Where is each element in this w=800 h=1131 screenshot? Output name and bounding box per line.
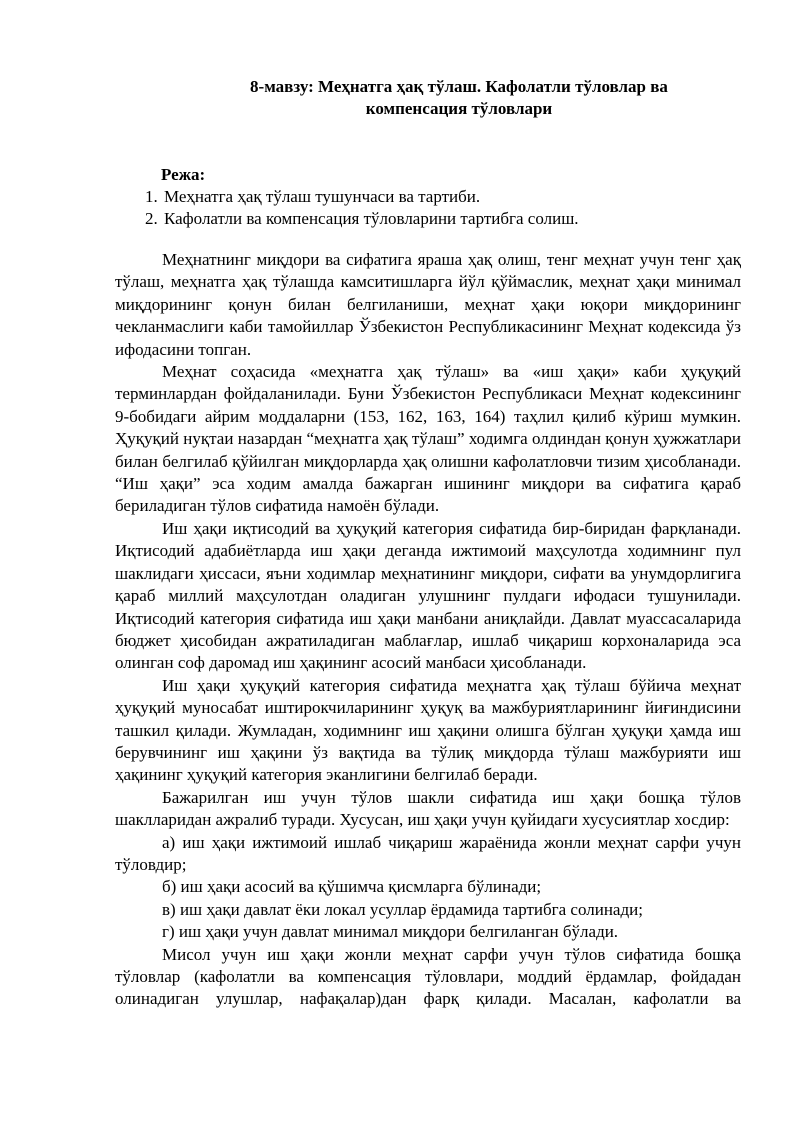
list-item-a: а) иш ҳақи ижтимоий ишлаб чиқариш жараёнида жонли меҳнат сарфи учун тўловдир;: [115, 832, 741, 874]
plan-item: 1. Меҳнатга ҳақ тўлаш тушунчаси ва тартиби.: [162, 186, 741, 208]
list-item-b: б) иш ҳақи асосий ва қўшимча қисмларга бўлинади;: [162, 877, 542, 897]
title-line-2: компенсация тўловлари: [365, 99, 553, 118]
paragraph: Меҳнатнинг миқдори ва сифатига яраша ҳақ олиш, тенг меҳнат учун тенг ҳақ тўлаш, меҳнатга ҳақ тўлашда камситишларга йўл қўймаслик, меҳнат ҳақи минимал миқдорининг қонун билан белгиланиши, меҳнат ҳақи юқори миқдорининг чекланмаслиги каби тамойиллар Ўзбекистон Республикасининг Меҳнат кодексида ўз ифодасини топган.: [115, 250, 741, 359]
plan-list: [115, 186, 741, 230]
paragraph: Меҳнат соҳасида «меҳнатга ҳақ тўлаш» ва «иш ҳақи» каби ҳуқуқий терминлардан фойдаланилади. Буни Ўзбекистон Республикаси Меҳнат кодексининг 9-бобидаги айрим моддаларни (153, 162, 163, 164) таҳлил қилиб кўриш мумкин. Ҳуқуқий нуқтаи назардан “меҳнатга ҳақ тўлаш” ходимга олдиндан қонун ҳужжатлари билан белгилаб қўйилган миқдорларда ҳақ олишни кафолатловчи тизим ҳисобланади. “Иш ҳақи” эса ходим амалда бажарган ишининг миқдори ва сифатига қараб бериладиган тўлов сифатида намоён бўлади.: [115, 362, 741, 516]
paragraph: Иш ҳақи иқтисодий ва ҳуқуқий категория сифатида бир-биридан фарқланади. Иқтисодий адабиётларда иш ҳақи деганда ижтимоий маҳсулотда ходимнинг пул шаклидаги ҳиссаси, яъни ходимлар меҳнатининг миқдори, сифати ва унумдорлигига қараб миллий маҳсулотдан оладиган улушнинг пулдаги ифодаси тушунилади. Иқтисодий категория сифатида иш ҳақи манбани аниқлайди. Давлат муассасаларида бюджет ҳисобидан ажратиладиган маблағлар, ишлаб чиқариш корхоналарида эса олинган соф даромад иш ҳақининг асосий манбаси ҳисобланади.: [115, 518, 741, 673]
paragraph: Мисол учун иш ҳақи жонли меҳнат сарфи учун тўлов сифатида бошқа тўловлар (кафолатли ва компенсация тўловлари, моддий ёрдамлар, фойдадан олинадиган улушлар, нафақалар)дан фарқ қилади. Масалан, кафолатли ва: [115, 944, 741, 1009]
paragraph: Иш ҳақи ҳуқуқий категория сифатида меҳнатга ҳақ тўлаш бўйича меҳнат ҳуқуқий муносабат иштирокчиларининг ҳуқуқ ва мажбуриятларининг йиғиндисини ташкил қилади. Жумладан, ходимнинг иш ҳақини олишга бўлган ҳуқуқи ҳамда иш берувчининг иш ҳақини ўз вақтида ва тўлиқ миқдорда тўлаш мажбурияти иш ҳақининг ҳуқуқий категория эканлигини белгилаб беради.: [115, 675, 741, 785]
plan-heading: Режа:: [161, 165, 206, 184]
document-page: [115, 76, 741, 1011]
page-title: [115, 76, 741, 120]
plan-item: 2. Кафолатли ва компенсация тўловларини тартибга солиш.: [162, 208, 741, 230]
document-body: [115, 249, 741, 1011]
list-item-g: г) иш ҳақи учун давлат минимал миқдори белгиланган бўлади.: [162, 922, 619, 942]
title-line-1: 8-мавзу: Меҳнатга ҳақ тўлаш. Кафолатли тўловлар ва: [250, 77, 668, 96]
list-item-v: в) иш ҳақи давлат ёки локал усуллар ёрдамида тартибга солинади;: [162, 899, 643, 919]
paragraph: Бажарилган иш учун тўлов шакли сифатида иш ҳақи бошқа тўлов шаклларидан ажралиб туради. Хусусан, иш ҳақи учун қуйидаги хусусиятлар хосдир:: [115, 787, 741, 830]
